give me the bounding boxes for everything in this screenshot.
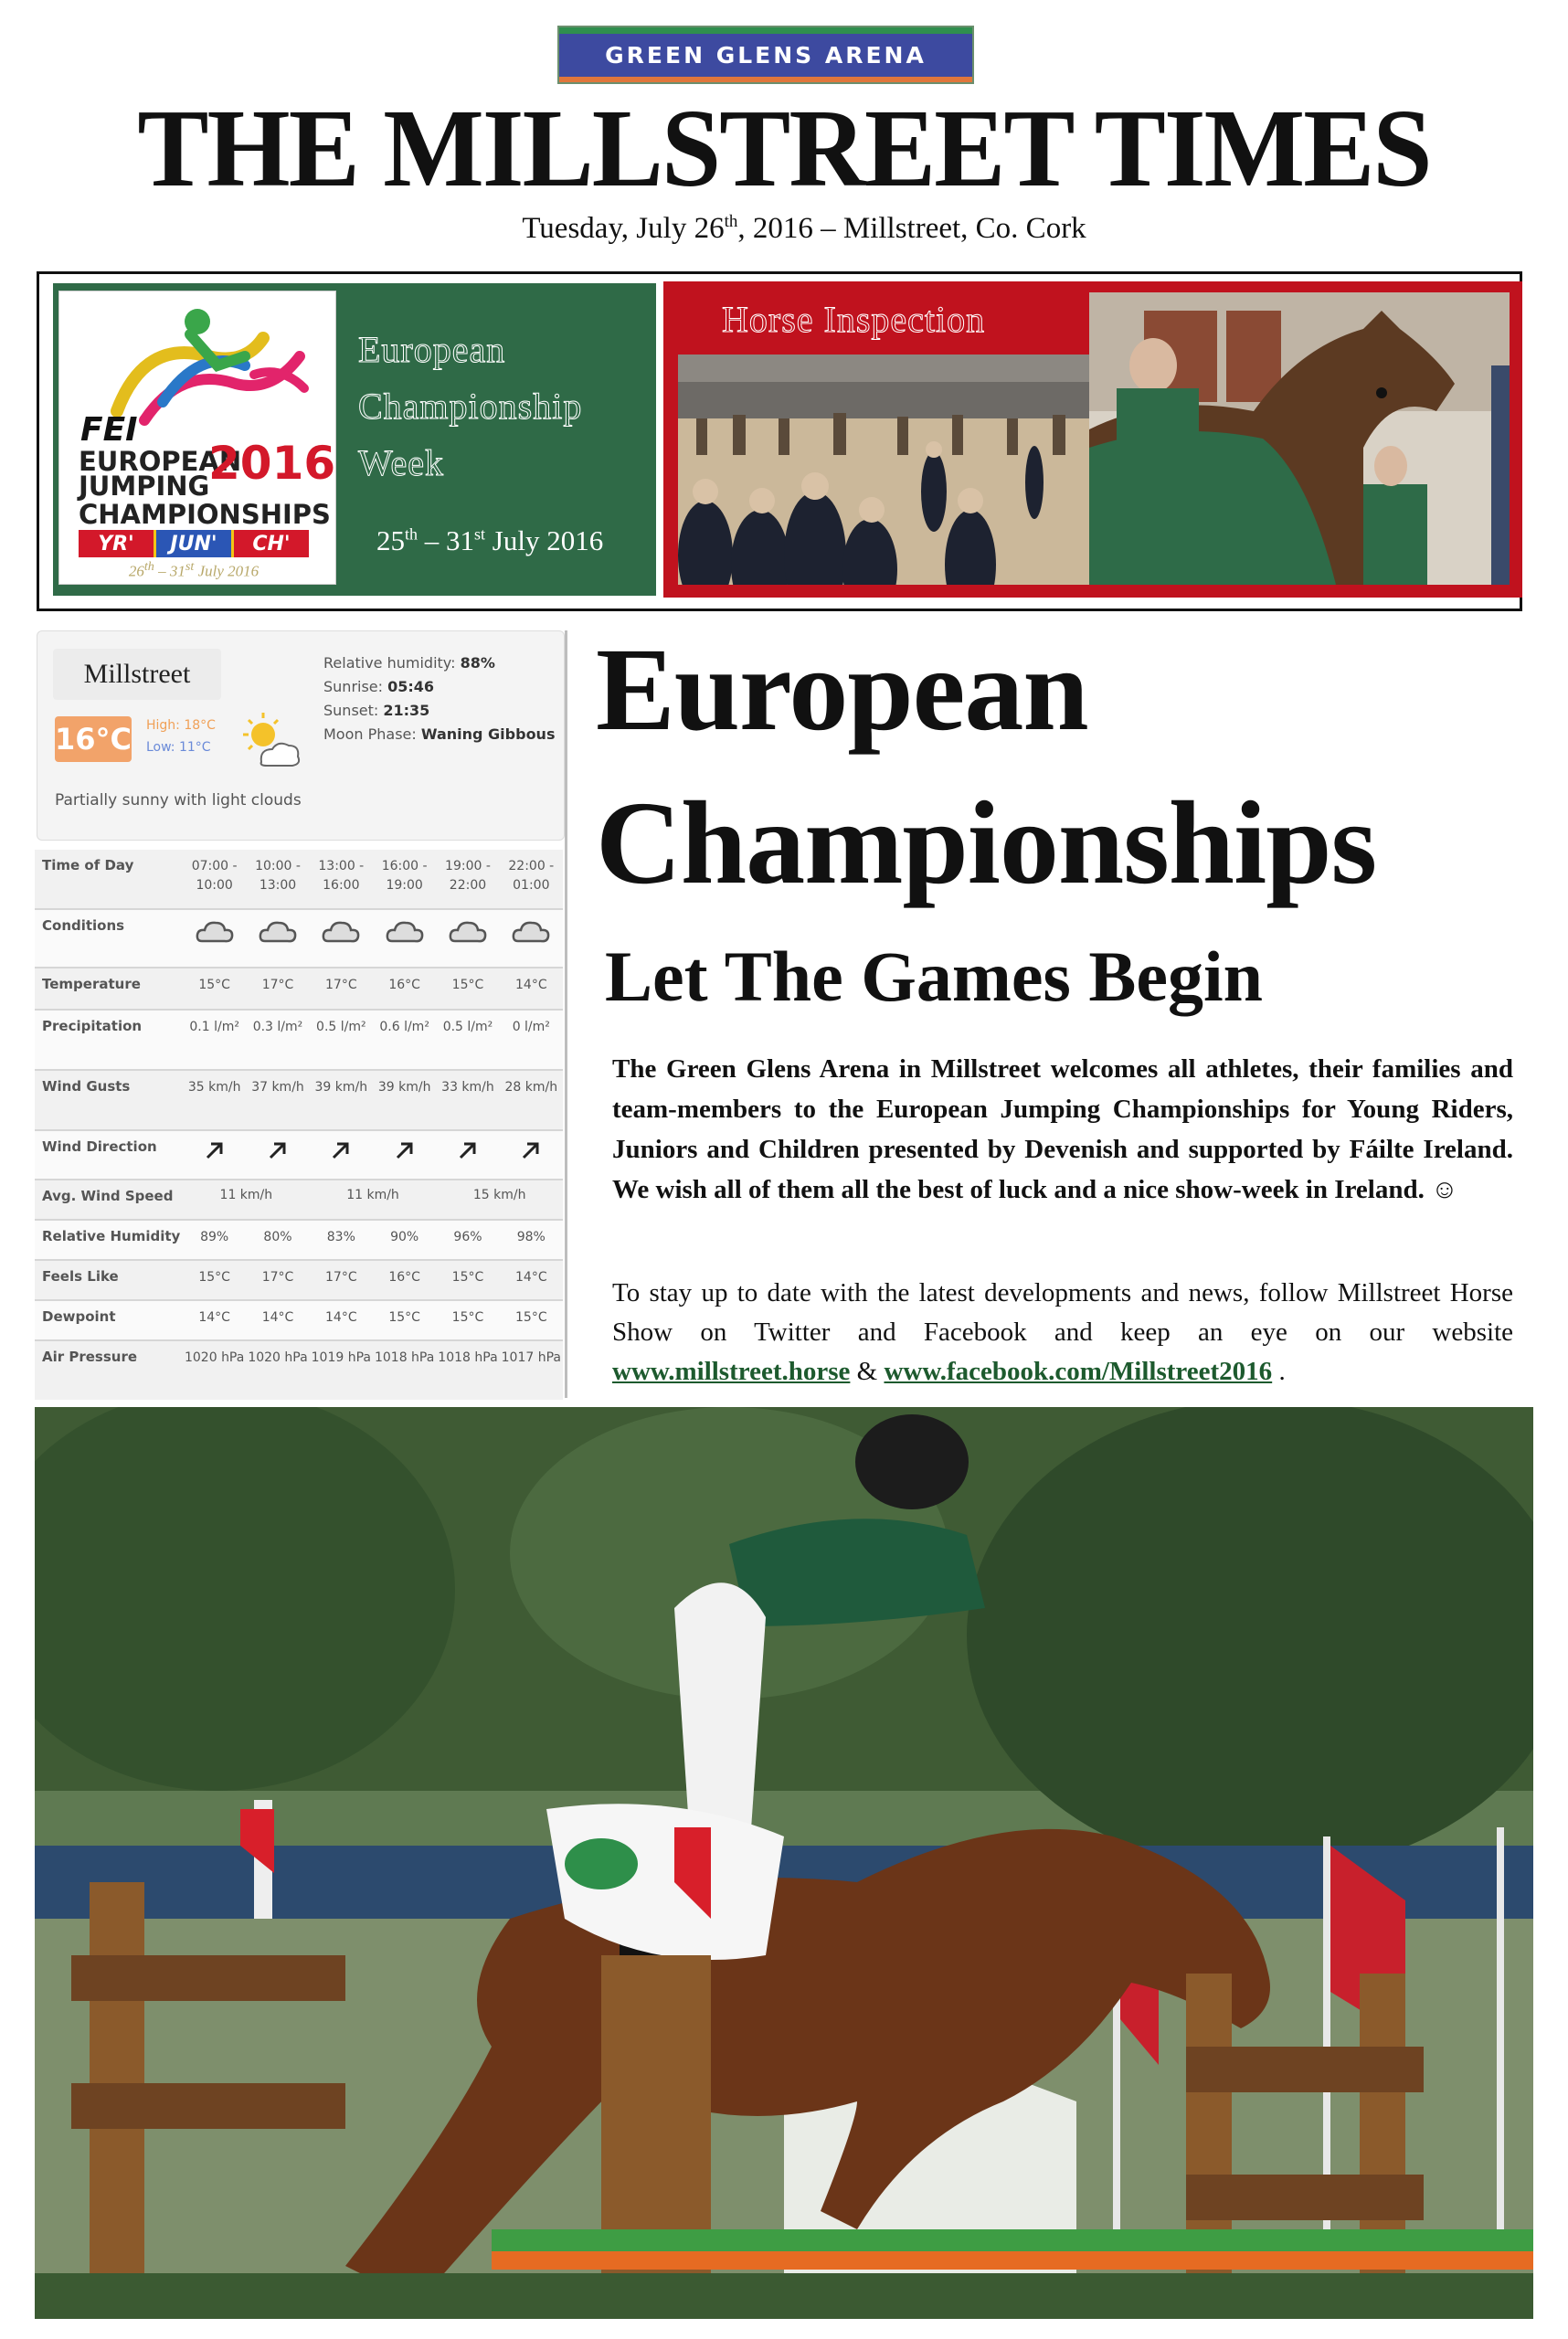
table-row <box>35 1341 563 1400</box>
row-label: Relative Humidity <box>42 1228 181 1244</box>
gust-cell: 33 km/h <box>441 1080 494 1095</box>
humidity-cell: 96% <box>453 1230 482 1244</box>
table-row <box>35 910 563 968</box>
dewpoint-cell: 15°C <box>388 1310 420 1325</box>
inspection-crowd-photo <box>678 355 1089 585</box>
logo-fei-text: FEI <box>80 411 138 449</box>
pressure-cell: 1018 hPa <box>438 1350 498 1365</box>
dewpoint-cell: 14°C <box>198 1310 230 1325</box>
precip-cell: 0.5 l/m² <box>442 1020 493 1034</box>
gust-cell: 35 km/h <box>187 1080 241 1095</box>
paragraph-end: . <box>1278 1357 1286 1386</box>
moon-label: Moon Phase: <box>323 725 417 743</box>
weather-low: Low: 11°C <box>146 740 211 755</box>
moon-value: Waning Gibbous <box>420 725 556 743</box>
show-jumping-photo <box>35 1407 1533 2319</box>
row-label: Air Pressure <box>42 1349 138 1365</box>
humidity-value: 88% <box>460 654 495 672</box>
humidity-label: Relative humidity: <box>323 654 456 672</box>
table-row <box>35 1071 563 1131</box>
facebook-link[interactable]: www.facebook.com/Millstreet2016 <box>884 1357 1273 1386</box>
avg-speed-cell: 11 km/h <box>346 1188 399 1202</box>
table-row <box>35 1301 563 1341</box>
cloudy-icon <box>183 910 246 967</box>
time-cell: 13:00 - 16:00 <box>318 859 365 893</box>
wind-direction-arrow-icon <box>183 1131 246 1179</box>
humidity-cell: 80% <box>263 1230 292 1244</box>
website-link[interactable]: www.millstreet.horse <box>612 1357 851 1386</box>
weather-sunset <box>323 702 429 719</box>
temperature-cell: 15°C <box>451 978 484 992</box>
wind-direction-arrow-icon <box>500 1131 563 1179</box>
table-row <box>35 1180 563 1221</box>
temperature-cell: 14°C <box>515 978 547 992</box>
logo-championships-text: CHAMPIONSHIPS <box>79 499 331 530</box>
feels-cell: 14°C <box>515 1270 547 1285</box>
dewpoint-cell: 15°C <box>451 1310 484 1325</box>
feels-cell: 16°C <box>388 1270 420 1285</box>
row-label: Temperature <box>42 976 141 992</box>
logo-jumping-text: JUMPING <box>79 471 210 502</box>
arena-banner <box>557 26 974 84</box>
subheadline: Let The Games Begin <box>605 937 1264 1016</box>
sunrise-value: 05:46 <box>387 678 435 695</box>
gust-cell: 39 km/h <box>377 1080 431 1095</box>
row-label: Precipitation <box>42 1018 143 1034</box>
temperature-cell: 16°C <box>388 978 420 992</box>
article-paragraph-1: The Green Glens Arena in Millstreet welcomes all athletes, their families and team-members to the European Jumping Championships for Young Riders, Juniors and Children presented by Devenish and supported by Fáilte Ireland. We wish all of them all the best of luck and a nice show-week in Ireland. ☺ <box>612 1054 1513 1204</box>
logo-category-bar <box>79 530 309 557</box>
logo-yr-badge: YR' <box>79 530 156 557</box>
sunset-value: 21:35 <box>383 702 430 719</box>
feature-dates: 25th – 31st July 2016 <box>376 524 604 556</box>
humidity-cell: 83% <box>326 1230 355 1244</box>
gust-cell: 37 km/h <box>251 1080 304 1095</box>
humidity-cell: 98% <box>516 1230 546 1244</box>
precip-cell: 0.1 l/m² <box>189 1020 239 1034</box>
temperature-cell: 15°C <box>198 978 230 992</box>
row-label: Wind Gusts <box>42 1078 131 1095</box>
weather-summary: Partially sunny with light clouds <box>55 791 302 810</box>
logo-european-text: EUROPEAN <box>79 446 242 477</box>
weather-sunrise <box>323 678 434 695</box>
logo-ch-badge: CH' <box>234 530 309 557</box>
temperature-cell: 17°C <box>325 978 357 992</box>
cloudy-icon <box>246 910 309 967</box>
wind-direction-arrow-icon <box>436 1131 499 1179</box>
table-row <box>35 1221 563 1261</box>
cloudy-icon <box>373 910 436 967</box>
inspection-title: Horse Inspection <box>722 299 986 340</box>
time-cell: 16:00 - 19:00 <box>381 859 428 893</box>
dewpoint-cell: 14°C <box>325 1310 357 1325</box>
temperature-cell: 17°C <box>261 978 294 992</box>
partly-sunny-icon <box>236 709 305 773</box>
pressure-cell: 1019 hPa <box>311 1350 371 1365</box>
feature-title: European Championship Week <box>358 329 583 483</box>
pressure-cell: 1020 hPa <box>184 1350 245 1365</box>
cloudy-icon <box>500 910 563 967</box>
wind-direction-arrow-icon <box>310 1131 373 1179</box>
time-cell: 07:00 - 10:00 <box>191 859 238 893</box>
feels-cell: 17°C <box>261 1270 294 1285</box>
dewpoint-cell: 15°C <box>515 1310 547 1325</box>
weather-moon <box>323 725 555 743</box>
pressure-cell: 1020 hPa <box>248 1350 308 1365</box>
gust-cell: 39 km/h <box>314 1080 368 1095</box>
table-row <box>35 968 563 1011</box>
cloudy-icon <box>310 910 373 967</box>
pressure-cell: 1017 hPa <box>501 1350 561 1365</box>
humidity-cell: 89% <box>200 1230 229 1244</box>
inspection-horse-photo <box>1089 292 1510 585</box>
logo-jun-badge: JUN' <box>156 530 234 557</box>
ampersand: & <box>856 1357 878 1386</box>
masthead-title: THE MILLSTREET TIMES <box>137 87 1431 210</box>
table-row <box>35 1131 563 1180</box>
feels-cell: 15°C <box>451 1270 484 1285</box>
logo-dates: 26th – 31st July 2016 <box>128 559 260 580</box>
weather-high: High: 18°C <box>146 718 216 733</box>
dewpoint-cell: 14°C <box>261 1310 294 1325</box>
row-label: Conditions <box>42 917 125 934</box>
time-cell: 10:00 - 13:00 <box>255 859 301 893</box>
row-label: Time of Day <box>42 857 134 873</box>
time-cell: 22:00 - 01:00 <box>508 859 555 893</box>
precip-cell: 0 l/m² <box>512 1020 550 1034</box>
feels-cell: 15°C <box>198 1270 230 1285</box>
table-row <box>35 1261 563 1301</box>
avg-speed-cell: 15 km/h <box>472 1188 526 1202</box>
wind-direction-arrow-icon <box>373 1131 436 1179</box>
weather-current-temp: 16°C <box>55 716 132 762</box>
article-paragraph-2 <box>612 1274 1513 1392</box>
arena-banner-text: GREEN GLENS ARENA <box>605 41 927 69</box>
precip-cell: 0.6 l/m² <box>379 1020 429 1034</box>
precip-cell: 0.3 l/m² <box>252 1020 303 1034</box>
wind-direction-arrow-icon <box>246 1131 309 1179</box>
row-label: Feels Like <box>42 1268 119 1285</box>
humidity-cell: 90% <box>390 1230 419 1244</box>
gust-cell: 28 km/h <box>504 1080 558 1095</box>
headline-line-1: European <box>596 624 1088 756</box>
row-label: Wind Direction <box>42 1138 157 1155</box>
weather-forecast-table <box>35 850 563 1400</box>
time-cell: 19:00 - 22:00 <box>445 859 491 893</box>
weather-city: Millstreet <box>53 649 221 700</box>
dateline: Tuesday, July 26th, 2016 – Millstreet, Co. Cork <box>522 212 1086 245</box>
precip-cell: 0.5 l/m² <box>316 1020 366 1034</box>
row-label: Avg. Wind Speed <box>42 1188 174 1204</box>
row-label: Dewpoint <box>42 1308 116 1325</box>
logo-year-text: 2016 <box>208 437 336 490</box>
avg-speed-cell: 11 km/h <box>219 1188 273 1202</box>
sunrise-label: Sunrise: <box>323 678 384 695</box>
weather-humidity <box>323 654 495 672</box>
table-row <box>35 850 563 910</box>
paragraph-2-text: To stay up to date with the latest developments and news, follow Millstreet Horse Show on Twitter and Facebook and keep an eye on our website <box>612 1278 1513 1347</box>
table-row <box>35 1011 563 1071</box>
rider-logo-icon <box>108 302 318 429</box>
cloudy-icon <box>436 910 499 967</box>
headline-line-2: Championships <box>596 778 1377 909</box>
sunset-label: Sunset: <box>323 702 379 719</box>
pressure-cell: 1018 hPa <box>374 1350 435 1365</box>
feels-cell: 17°C <box>325 1270 357 1285</box>
